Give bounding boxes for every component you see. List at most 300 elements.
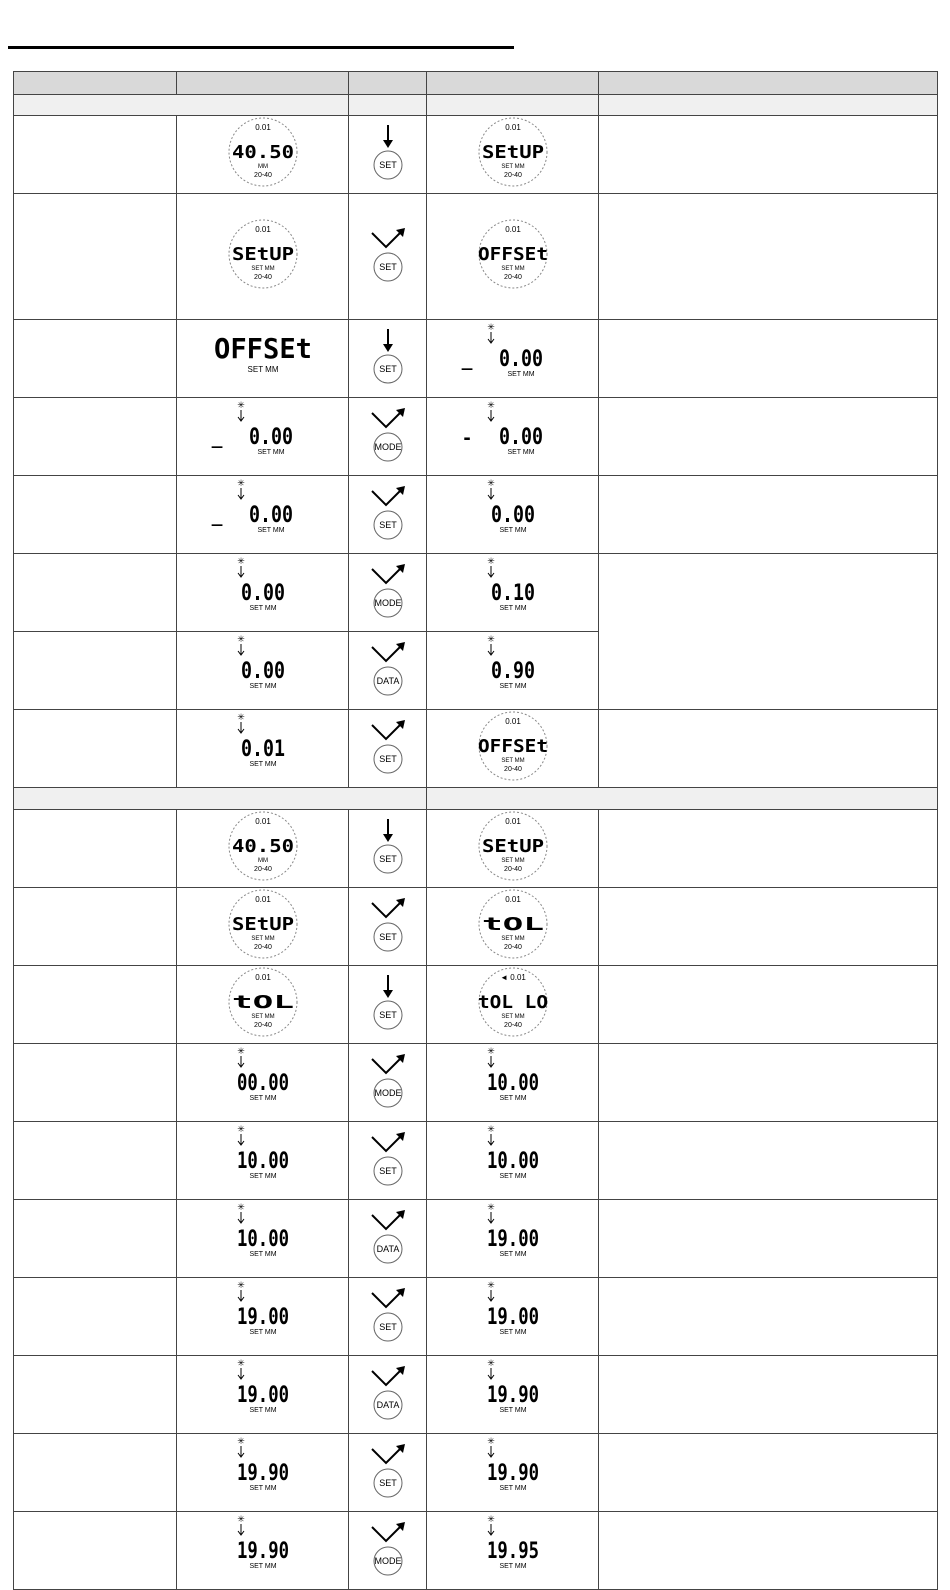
lcd-main-readout: 0.10	[490, 581, 535, 606]
lcd-main-readout: OFFSEt	[477, 736, 548, 757]
svg-text:✳: ✳	[236, 1514, 245, 1524]
step-row	[14, 320, 938, 398]
to-display-cell	[427, 1044, 599, 1122]
lcd-resolution: 0.01	[504, 717, 521, 726]
step-row	[14, 710, 938, 788]
lcd-display	[183, 888, 343, 960]
blink-cursor-icon	[487, 478, 495, 499]
lcd-main-readout: 10.00	[236, 1227, 289, 1252]
action-cell	[349, 116, 427, 194]
lcd-unit: SET MM	[250, 936, 275, 942]
description-cell	[599, 1434, 938, 1512]
svg-text:✳: ✳	[236, 556, 245, 566]
description-cell	[599, 1200, 938, 1278]
lcd-main-readout: 19.00	[486, 1227, 539, 1252]
description-cell	[599, 888, 938, 966]
from-display-cell	[177, 810, 349, 888]
lcd-display	[433, 320, 593, 392]
svg-text:✳: ✳	[486, 634, 495, 644]
lcd-display-graphic	[183, 554, 343, 626]
description-cell	[599, 810, 938, 888]
lcd-display-graphic	[183, 398, 343, 470]
header-cell	[14, 72, 177, 95]
step-label-cell	[14, 1200, 177, 1278]
step-label-cell	[14, 1122, 177, 1200]
lcd-main-readout: SEtUP	[481, 142, 544, 163]
lcd-display	[433, 1122, 593, 1194]
lcd-display-graphic	[183, 632, 343, 704]
action-cell	[349, 1122, 427, 1200]
step-label-cell	[14, 966, 177, 1044]
svg-text:✳: ✳	[236, 1202, 245, 1212]
lcd-range: 20-40	[503, 172, 522, 179]
to-display-cell	[427, 194, 599, 320]
key-button-label: SET	[378, 1166, 397, 1176]
key-button-label: SET	[378, 932, 397, 942]
description-cell	[599, 1512, 938, 1590]
lcd-display-graphic	[433, 320, 593, 392]
lcd-unit: SET MM	[248, 1563, 277, 1570]
step-label-cell	[14, 1434, 177, 1512]
from-display-cell	[177, 320, 349, 398]
to-display-cell	[427, 1200, 599, 1278]
blink-cursor-icon	[237, 1202, 245, 1223]
lcd-display-graphic	[433, 710, 593, 782]
lcd-unit: SET MM	[500, 1014, 525, 1020]
lcd-display-graphic	[183, 710, 343, 782]
header-cell	[349, 72, 427, 95]
svg-text:✳: ✳	[236, 1436, 245, 1446]
lcd-display-graphic	[433, 810, 593, 882]
step-row	[14, 398, 938, 476]
step-label-cell	[14, 810, 177, 888]
lcd-display	[183, 554, 343, 626]
step-label-cell	[14, 320, 177, 398]
lcd-resolution: 0.01	[254, 123, 271, 132]
blink-cursor-icon	[487, 322, 495, 343]
lcd-display-graphic	[433, 632, 593, 704]
step-label-cell	[14, 1044, 177, 1122]
lcd-display-graphic	[433, 218, 593, 290]
step-row	[14, 888, 938, 966]
key-action	[363, 225, 413, 283]
blink-cursor-icon	[237, 1436, 245, 1457]
lcd-main-readout: 19.95	[486, 1539, 539, 1564]
arrow-down-icon	[383, 329, 393, 352]
step-row	[14, 1512, 938, 1590]
step-row	[14, 476, 938, 554]
from-display-cell	[177, 888, 349, 966]
lcd-display	[183, 1434, 343, 1506]
blink-cursor-icon	[487, 1202, 495, 1223]
header-cell	[599, 72, 938, 95]
lcd-main-readout: OFFSEt	[477, 244, 548, 265]
lcd-range: 20-40	[503, 766, 522, 773]
step-label-cell	[14, 710, 177, 788]
blink-cursor-icon	[487, 634, 495, 655]
lcd-unit: SET MM	[250, 266, 275, 272]
key-action	[363, 717, 413, 775]
step-label-cell	[14, 554, 177, 632]
blink-cursor-icon	[237, 1514, 245, 1535]
blink-cursor-icon	[237, 478, 245, 499]
lcd-unit: SET MM	[248, 1407, 277, 1414]
lcd-display-graphic	[433, 1512, 593, 1584]
from-display-cell	[177, 632, 349, 710]
svg-text:✳: ✳	[486, 1124, 495, 1134]
lcd-range: 20-40	[503, 866, 522, 873]
key-button-label: SET	[378, 364, 397, 374]
action-cell	[349, 1356, 427, 1434]
step-row	[14, 554, 938, 632]
step-row	[14, 810, 938, 888]
section-title-cell	[14, 788, 427, 810]
lcd-unit: SET MM	[500, 936, 525, 942]
description-cell	[599, 1356, 938, 1434]
svg-text:✳: ✳	[486, 556, 495, 566]
lcd-resolution: 0.01	[504, 123, 521, 132]
lcd-display	[183, 1044, 343, 1116]
lcd-display-graphic	[183, 1512, 343, 1584]
lcd-display-graphic	[183, 1122, 343, 1194]
lcd-display	[183, 398, 343, 470]
description-cell	[599, 554, 938, 710]
lcd-resolution: 0.01	[504, 895, 521, 904]
blink-cursor-icon	[237, 1046, 245, 1067]
lcd-main-readout: SEtUP	[481, 836, 544, 857]
action-cell	[349, 632, 427, 710]
from-display-cell	[177, 1434, 349, 1512]
lcd-unit: SET MM	[498, 527, 527, 534]
press-release-arrow-icon	[372, 228, 405, 247]
from-display-cell	[177, 116, 349, 194]
header-cell	[177, 72, 349, 95]
lcd-unit: SET MM	[248, 605, 277, 612]
lcd-main-readout: 10.00	[486, 1071, 539, 1096]
lcd-main-readout: tOL	[231, 992, 294, 1013]
lcd-main-readout: 19.90	[486, 1383, 539, 1408]
lcd-display-graphic	[183, 1356, 343, 1428]
from-display-cell	[177, 710, 349, 788]
lcd-display	[183, 320, 343, 392]
lcd-display-graphic	[433, 1200, 593, 1272]
lcd-display	[183, 116, 343, 188]
step-row	[14, 1356, 938, 1434]
action-cell	[349, 1278, 427, 1356]
procedure-table	[13, 71, 938, 1590]
lcd-display	[433, 810, 593, 882]
key-action	[363, 327, 413, 385]
to-display-cell	[427, 1512, 599, 1590]
lcd-main-readout: 19.90	[236, 1461, 289, 1486]
key-action	[363, 1519, 413, 1577]
action-cell	[349, 1434, 427, 1512]
svg-text:✳: ✳	[486, 1046, 495, 1056]
key-button-label: SET	[378, 1478, 397, 1488]
to-display-cell	[427, 320, 599, 398]
lcd-resolution: 0.01	[254, 895, 271, 904]
lcd-main-readout: 40.50	[231, 142, 294, 163]
section-cell	[427, 788, 938, 810]
key-action	[363, 405, 413, 463]
from-display-cell	[177, 1356, 349, 1434]
lcd-range: 20-40	[503, 1022, 522, 1029]
action-cell	[349, 554, 427, 632]
lcd-display	[433, 888, 593, 960]
svg-text:✳: ✳	[236, 1046, 245, 1056]
lcd-display-graphic	[433, 116, 593, 188]
key-button-label: DATA	[376, 1400, 399, 1410]
svg-text:✳: ✳	[486, 1202, 495, 1212]
press-release-arrow-icon	[372, 1132, 405, 1151]
section-row	[14, 788, 938, 810]
to-display-cell	[427, 632, 599, 710]
blink-cursor-icon	[237, 556, 245, 577]
step-row	[14, 1122, 938, 1200]
key-button-label: SET	[378, 520, 397, 530]
action-cell	[349, 888, 427, 966]
lcd-display	[183, 1278, 343, 1350]
key-button-label: MODE	[374, 1088, 401, 1098]
lcd-unit: SET MM	[256, 449, 285, 456]
lcd-display	[433, 1434, 593, 1506]
description-cell	[599, 966, 938, 1044]
key-button-label: SET	[378, 854, 397, 864]
lcd-display	[433, 632, 593, 704]
press-release-arrow-icon	[372, 486, 405, 505]
key-button-label: SET	[378, 1010, 397, 1020]
lcd-display	[183, 218, 343, 290]
lcd-unit: SET MM	[498, 1329, 527, 1336]
lcd-display	[183, 810, 343, 882]
lcd-display-graphic	[183, 320, 343, 392]
lcd-unit: SET MM	[498, 1563, 527, 1570]
section-cell	[599, 95, 938, 116]
section-cell	[427, 95, 599, 116]
lcd-unit: SET MM	[248, 1329, 277, 1336]
lcd-main-readout: SEtUP	[231, 244, 294, 265]
lcd-display	[433, 398, 593, 470]
lcd-display-graphic	[183, 810, 343, 882]
description-cell	[599, 1044, 938, 1122]
lcd-display	[433, 966, 593, 1038]
lcd-display-graphic	[183, 1044, 343, 1116]
blink-cursor-icon	[487, 1436, 495, 1457]
lcd-unit: SET MM	[498, 605, 527, 612]
step-label-cell	[14, 116, 177, 194]
lcd-unit: SET MM	[248, 1173, 277, 1180]
key-action	[363, 1285, 413, 1343]
lcd-range: 20-40	[253, 274, 272, 281]
svg-text:✳: ✳	[236, 1358, 245, 1368]
svg-text:✳: ✳	[236, 1280, 245, 1290]
lcd-main-readout: 0.00	[490, 503, 535, 528]
lcd-main-readout: 40.50	[231, 836, 294, 857]
arrow-down-icon	[383, 975, 393, 998]
lcd-main-readout: 0.90	[490, 659, 535, 684]
blink-cursor-icon	[487, 1124, 495, 1145]
lcd-sign: _	[461, 350, 472, 371]
key-action	[363, 1207, 413, 1265]
arrow-down-icon	[383, 125, 393, 148]
step-label-cell	[14, 1512, 177, 1590]
lcd-unit: SET MM	[498, 1095, 527, 1102]
lcd-main-readout: 0.00	[248, 425, 293, 450]
action-cell	[349, 966, 427, 1044]
press-release-arrow-icon	[372, 564, 405, 583]
action-cell	[349, 1200, 427, 1278]
lcd-display-graphic	[183, 116, 343, 188]
description-cell	[599, 398, 938, 476]
svg-text:✳: ✳	[236, 1124, 245, 1134]
lcd-resolution: 0.01	[504, 817, 521, 826]
lcd-display	[433, 1512, 593, 1584]
key-button-label: DATA	[376, 676, 399, 686]
arrow-down-icon	[383, 819, 393, 842]
lcd-range: 20-40	[253, 172, 272, 179]
svg-text:✳: ✳	[236, 634, 245, 644]
lcd-range: 20-40	[503, 274, 522, 281]
to-display-cell	[427, 1278, 599, 1356]
key-action	[363, 1051, 413, 1109]
press-release-arrow-icon	[372, 642, 405, 661]
description-cell	[599, 1122, 938, 1200]
to-display-cell	[427, 888, 599, 966]
key-button-label: SET	[378, 262, 397, 272]
blink-cursor-icon	[487, 400, 495, 421]
blink-cursor-icon	[237, 1358, 245, 1379]
lcd-range: 20-40	[253, 1022, 272, 1029]
lcd-main-readout: 0.00	[498, 425, 543, 450]
lcd-display	[433, 710, 593, 782]
lcd-display-graphic	[433, 1122, 593, 1194]
key-button-label: SET	[378, 754, 397, 764]
lcd-main-readout: 0.00	[498, 347, 543, 372]
press-release-arrow-icon	[372, 408, 405, 427]
svg-text:✳: ✳	[486, 400, 495, 410]
svg-text:✳: ✳	[486, 1436, 495, 1446]
svg-text:✳: ✳	[236, 712, 245, 722]
action-cell	[349, 1512, 427, 1590]
svg-text:✳: ✳	[236, 400, 245, 410]
to-display-cell	[427, 1356, 599, 1434]
lcd-display	[183, 1122, 343, 1194]
lcd-unit: SET MM	[500, 164, 525, 170]
key-button-label: DATA	[376, 1244, 399, 1254]
lcd-unit: SET MM	[247, 365, 278, 374]
lcd-display	[433, 1278, 593, 1350]
description-cell	[599, 710, 938, 788]
svg-text:✳: ✳	[486, 1358, 495, 1368]
action-cell	[349, 398, 427, 476]
from-display-cell	[177, 1044, 349, 1122]
key-button-label: MODE	[374, 1556, 401, 1566]
blink-cursor-icon	[237, 634, 245, 655]
lcd-display	[433, 1200, 593, 1272]
svg-text:✳: ✳	[486, 322, 495, 332]
press-release-arrow-icon	[372, 1054, 405, 1073]
action-cell	[349, 194, 427, 320]
lcd-display-graphic	[433, 554, 593, 626]
description-cell	[599, 320, 938, 398]
svg-text:✳: ✳	[236, 478, 245, 488]
key-action	[363, 895, 413, 953]
lcd-display-graphic	[433, 1356, 593, 1428]
lcd-unit: SET MM	[506, 371, 535, 378]
section-row	[14, 95, 938, 116]
step-row	[14, 966, 938, 1044]
step-label-cell	[14, 194, 177, 320]
lcd-sign: _	[211, 428, 222, 449]
lcd-display-graphic	[183, 1200, 343, 1272]
header-cell	[427, 72, 599, 95]
press-release-arrow-icon	[372, 1288, 405, 1307]
from-display-cell	[177, 1122, 349, 1200]
svg-text:✳: ✳	[486, 1514, 495, 1524]
step-label-cell	[14, 476, 177, 554]
lcd-main-readout: 0.00	[248, 503, 293, 528]
lcd-main-readout: tOL	[481, 914, 544, 935]
step-row	[14, 1278, 938, 1356]
description-cell	[599, 1278, 938, 1356]
lcd-range: 20-40	[503, 944, 522, 951]
lcd-display-graphic	[183, 1278, 343, 1350]
lcd-resolution: 0.01	[504, 225, 521, 234]
lcd-display-graphic	[433, 1044, 593, 1116]
key-action	[363, 123, 413, 181]
lcd-display	[183, 710, 343, 782]
key-button-label: SET	[378, 160, 397, 170]
lcd-unit: SET MM	[498, 1251, 527, 1258]
step-row	[14, 1044, 938, 1122]
action-cell	[349, 810, 427, 888]
lcd-display	[183, 1356, 343, 1428]
to-display-cell	[427, 1122, 599, 1200]
key-button-label: MODE	[374, 598, 401, 608]
key-action	[363, 639, 413, 697]
lcd-unit: SET MM	[250, 1014, 275, 1020]
lcd-range: 20-40	[253, 866, 272, 873]
lcd-display-graphic	[183, 966, 343, 1038]
lcd-sign: _	[211, 506, 222, 527]
lcd-unit: SET MM	[506, 449, 535, 456]
press-release-arrow-icon	[372, 1210, 405, 1229]
lcd-display-graphic	[433, 888, 593, 960]
section-title-cell	[14, 95, 349, 116]
lcd-unit: SET MM	[248, 1095, 277, 1102]
lcd-unit: SET MM	[500, 758, 525, 764]
lcd-unit: SET MM	[248, 1251, 277, 1258]
procedure-table-body	[14, 72, 938, 1590]
action-cell	[349, 710, 427, 788]
lcd-main-readout: 0.00	[240, 581, 285, 606]
lcd-display-graphic	[183, 476, 343, 548]
action-cell	[349, 1044, 427, 1122]
step-row	[14, 1200, 938, 1278]
blink-cursor-icon	[487, 556, 495, 577]
header-row	[14, 72, 938, 95]
svg-text:✳: ✳	[486, 1280, 495, 1290]
blink-cursor-icon	[487, 1046, 495, 1067]
key-action	[363, 817, 413, 875]
from-display-cell	[177, 554, 349, 632]
from-display-cell	[177, 1278, 349, 1356]
blink-cursor-icon	[487, 1358, 495, 1379]
lcd-resolution: 0.01	[254, 817, 271, 826]
lcd-unit: SET MM	[256, 527, 285, 534]
step-label-cell	[14, 888, 177, 966]
lcd-main-readout: 00.00	[236, 1071, 289, 1096]
